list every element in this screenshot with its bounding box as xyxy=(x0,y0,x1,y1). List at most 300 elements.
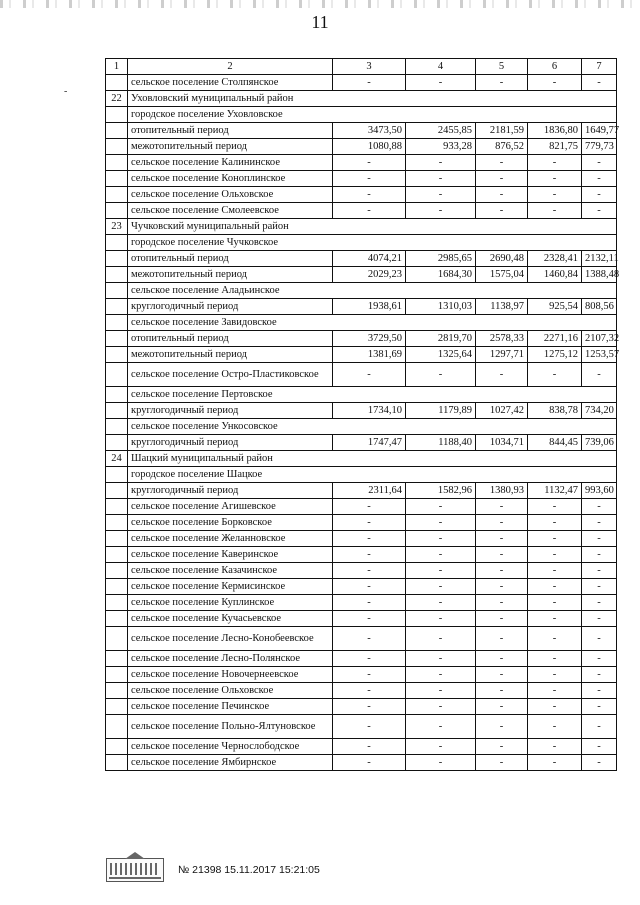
empty-cell xyxy=(106,627,128,651)
value-cell: - xyxy=(528,563,582,579)
empty-cell xyxy=(106,267,128,283)
row-label: межотопительный период xyxy=(128,347,333,363)
value-cell: 1575,04 xyxy=(476,267,528,283)
value-cell: - xyxy=(528,515,582,531)
empty-cell xyxy=(106,139,128,155)
value-cell: - xyxy=(476,595,528,611)
value-cell: - xyxy=(528,75,582,91)
empty-cell xyxy=(106,547,128,563)
table-row xyxy=(106,331,617,347)
table-row xyxy=(106,75,617,91)
empty-cell xyxy=(106,755,128,771)
value-cell: - xyxy=(476,171,528,187)
value-cell: 2455,85 xyxy=(406,123,476,139)
row-label: межотопительный период xyxy=(128,139,333,155)
value-cell: - xyxy=(582,563,617,579)
value-cell: 2181,59 xyxy=(476,123,528,139)
district-row xyxy=(106,451,617,467)
row-label: сельское поселение Коноплинское xyxy=(128,171,333,187)
value-cell: - xyxy=(406,563,476,579)
value-cell: - xyxy=(528,203,582,219)
value-cell: - xyxy=(406,739,476,755)
table-row xyxy=(106,755,617,771)
empty-cell xyxy=(106,363,128,387)
value-cell: - xyxy=(582,667,617,683)
value-cell: - xyxy=(528,363,582,387)
value-cell: 1460,84 xyxy=(528,267,582,283)
value-cell: - xyxy=(528,699,582,715)
value-cell: - xyxy=(582,715,617,739)
value-cell: 1310,03 xyxy=(406,299,476,315)
row-label: сельское поселение Лесно-Полянское xyxy=(128,651,333,667)
value-cell: 734,20 xyxy=(582,403,617,419)
settlement-name: сельское поселение Завидовское xyxy=(128,315,617,331)
value-cell: - xyxy=(333,683,406,699)
document-registration-number: № 21398 15.11.2017 15:21:05 xyxy=(178,864,320,876)
empty-cell xyxy=(106,531,128,547)
value-cell: - xyxy=(476,699,528,715)
table-row xyxy=(106,203,617,219)
value-cell: - xyxy=(333,715,406,739)
empty-cell xyxy=(106,715,128,739)
empty-cell xyxy=(106,155,128,171)
value-cell: - xyxy=(333,547,406,563)
value-cell: 779,73 xyxy=(582,139,617,155)
settlement-name: сельское поселение Пертовское xyxy=(128,387,617,403)
empty-cell xyxy=(106,699,128,715)
table-row xyxy=(106,547,617,563)
district-row xyxy=(106,219,617,235)
value-cell: - xyxy=(582,499,617,515)
table-row xyxy=(106,251,617,267)
table-row xyxy=(106,123,617,139)
table-row xyxy=(106,299,617,315)
value-cell: - xyxy=(333,363,406,387)
settlement-name: сельское поселение Аладьинское xyxy=(128,283,617,299)
value-cell: - xyxy=(528,187,582,203)
value-cell: - xyxy=(476,715,528,739)
value-cell: - xyxy=(582,187,617,203)
header-cell: 1 xyxy=(106,59,128,75)
row-label: сельское поселение Чернослободское xyxy=(128,739,333,755)
value-cell: - xyxy=(582,739,617,755)
value-cell: - xyxy=(476,579,528,595)
value-cell: 2578,33 xyxy=(476,331,528,347)
value-cell: 1836,80 xyxy=(528,123,582,139)
row-label: сельское поселение Смолеевское xyxy=(128,203,333,219)
value-cell: 876,52 xyxy=(476,139,528,155)
row-label: сельское поселение Столпянское xyxy=(128,75,333,91)
value-cell: 1938,61 xyxy=(333,299,406,315)
value-cell: 2132,11 xyxy=(582,251,617,267)
settlement-header-row xyxy=(106,387,617,403)
value-cell: 739,06 xyxy=(582,435,617,451)
value-cell: 844,45 xyxy=(528,435,582,451)
empty-cell xyxy=(106,611,128,627)
table-row xyxy=(106,187,617,203)
empty-cell xyxy=(106,563,128,579)
header-cell: 7 xyxy=(582,59,617,75)
value-cell: - xyxy=(406,667,476,683)
value-cell: - xyxy=(333,627,406,651)
settlement-header-row xyxy=(106,315,617,331)
value-cell: - xyxy=(528,499,582,515)
table-row xyxy=(106,715,617,739)
value-cell: - xyxy=(406,683,476,699)
empty-cell xyxy=(106,467,128,483)
row-label: сельское поселение Куплинское xyxy=(128,595,333,611)
value-cell: - xyxy=(406,499,476,515)
value-cell: - xyxy=(528,627,582,651)
row-label: сельское поселение Калининское xyxy=(128,155,333,171)
header-cell: 5 xyxy=(476,59,528,75)
value-cell: 2271,16 xyxy=(528,331,582,347)
table-row xyxy=(106,739,617,755)
table-header-row xyxy=(106,59,617,75)
row-label: отопительный период xyxy=(128,251,333,267)
value-cell: 1297,71 xyxy=(476,347,528,363)
value-cell: - xyxy=(528,547,582,563)
settlement-name: городское поселение Чучковское xyxy=(128,235,617,251)
value-cell: 1188,40 xyxy=(406,435,476,451)
value-cell: 925,54 xyxy=(528,299,582,315)
table-row xyxy=(106,155,617,171)
table-row xyxy=(106,139,617,155)
value-cell: - xyxy=(406,155,476,171)
value-cell: - xyxy=(476,651,528,667)
value-cell: - xyxy=(582,627,617,651)
value-cell: - xyxy=(582,155,617,171)
value-cell: 1380,93 xyxy=(476,483,528,499)
empty-cell xyxy=(106,435,128,451)
value-cell: 1649,77 xyxy=(582,123,617,139)
value-cell: - xyxy=(406,515,476,531)
value-cell: 2985,65 xyxy=(406,251,476,267)
value-cell: - xyxy=(582,611,617,627)
value-cell: - xyxy=(476,363,528,387)
table-row xyxy=(106,267,617,283)
value-cell: - xyxy=(333,515,406,531)
value-cell: - xyxy=(406,171,476,187)
district-name: Уховловский муниципальный район xyxy=(128,91,617,107)
value-cell: 1381,69 xyxy=(333,347,406,363)
value-cell: 2029,23 xyxy=(333,267,406,283)
value-cell: - xyxy=(582,547,617,563)
row-label: сельское поселение Ольховское xyxy=(128,683,333,699)
value-cell: - xyxy=(528,579,582,595)
value-cell: - xyxy=(406,531,476,547)
value-cell: 821,75 xyxy=(528,139,582,155)
stray-mark: - xyxy=(64,86,68,97)
value-cell: - xyxy=(333,499,406,515)
value-cell: 2690,48 xyxy=(476,251,528,267)
value-cell: - xyxy=(406,651,476,667)
table-row xyxy=(106,667,617,683)
empty-cell xyxy=(106,283,128,299)
page-number: 11 xyxy=(311,12,329,32)
district-number: 22 xyxy=(106,91,128,107)
row-label: сельское поселение Ольховское xyxy=(128,187,333,203)
value-cell: - xyxy=(333,563,406,579)
value-cell: - xyxy=(528,651,582,667)
value-cell: - xyxy=(333,171,406,187)
empty-cell xyxy=(106,579,128,595)
value-cell: - xyxy=(476,627,528,651)
value-cell: - xyxy=(406,755,476,771)
value-cell: 808,56 xyxy=(582,299,617,315)
value-cell: - xyxy=(476,683,528,699)
row-label: круглогодичный период xyxy=(128,403,333,419)
value-cell: 1388,48 xyxy=(582,267,617,283)
empty-cell xyxy=(106,419,128,435)
value-cell: 1747,47 xyxy=(333,435,406,451)
value-cell: - xyxy=(476,499,528,515)
empty-cell xyxy=(106,499,128,515)
table-row xyxy=(106,699,617,715)
value-cell: - xyxy=(333,203,406,219)
settlement-header-row xyxy=(106,107,617,123)
value-cell: - xyxy=(476,187,528,203)
value-cell: 1734,10 xyxy=(333,403,406,419)
value-cell: - xyxy=(582,171,617,187)
value-cell: - xyxy=(406,627,476,651)
value-cell: - xyxy=(528,531,582,547)
value-cell: - xyxy=(476,531,528,547)
table-row xyxy=(106,515,617,531)
row-label: сельское поселение Агишевское xyxy=(128,499,333,515)
empty-cell xyxy=(106,171,128,187)
value-cell: - xyxy=(582,595,617,611)
value-cell: 1027,42 xyxy=(476,403,528,419)
value-cell: 1179,89 xyxy=(406,403,476,419)
empty-cell xyxy=(106,515,128,531)
settlement-name: городское поселение Уховловское xyxy=(128,107,617,123)
row-label: круглогодичный период xyxy=(128,299,333,315)
value-cell: 1253,57 xyxy=(582,347,617,363)
value-cell: 1582,96 xyxy=(406,483,476,499)
value-cell: - xyxy=(476,739,528,755)
settlement-header-row xyxy=(106,467,617,483)
district-number: 24 xyxy=(106,451,128,467)
row-label: межотопительный период xyxy=(128,267,333,283)
value-cell: - xyxy=(582,651,617,667)
table-body xyxy=(106,59,620,771)
value-cell: - xyxy=(333,667,406,683)
value-cell: - xyxy=(476,611,528,627)
table-row xyxy=(106,171,617,187)
empty-cell xyxy=(106,235,128,251)
table-row xyxy=(106,347,617,363)
value-cell: - xyxy=(406,715,476,739)
value-cell: - xyxy=(406,203,476,219)
row-label: сельское поселение Казачинское xyxy=(128,563,333,579)
value-cell: - xyxy=(333,579,406,595)
empty-cell xyxy=(106,123,128,139)
value-cell: - xyxy=(582,363,617,387)
table-row xyxy=(106,531,617,547)
value-cell: - xyxy=(333,155,406,171)
table-row xyxy=(106,363,617,387)
table-row xyxy=(106,683,617,699)
empty-cell xyxy=(106,187,128,203)
value-cell: 3729,50 xyxy=(333,331,406,347)
row-label: сельское поселение Польно-Ялтуновское xyxy=(128,715,333,739)
value-cell: 1275,12 xyxy=(528,347,582,363)
value-cell: - xyxy=(333,611,406,627)
settlement-name: сельское поселение Ункосовское xyxy=(128,419,617,435)
district-name: Чучковский муниципальный район xyxy=(128,219,617,235)
registry-building-logo xyxy=(106,858,164,882)
empty-cell xyxy=(106,651,128,667)
value-cell: - xyxy=(406,595,476,611)
empty-cell xyxy=(106,75,128,91)
row-label: сельское поселение Каверинское xyxy=(128,547,333,563)
value-cell: 1684,30 xyxy=(406,267,476,283)
row-label: сельское поселение Остро-Пластиковское xyxy=(128,363,333,387)
row-label: круглогодичный период xyxy=(128,483,333,499)
empty-cell xyxy=(106,347,128,363)
empty-cell xyxy=(106,739,128,755)
settlement-header-row xyxy=(106,419,617,435)
value-cell: - xyxy=(528,155,582,171)
value-cell: - xyxy=(582,75,617,91)
row-label: сельское поселение Лесно-Конобеевское xyxy=(128,627,333,651)
table-row xyxy=(106,435,617,451)
table-row xyxy=(106,595,617,611)
row-label: сельское поселение Печинское xyxy=(128,699,333,715)
value-cell: - xyxy=(582,515,617,531)
empty-cell xyxy=(106,331,128,347)
table-row xyxy=(106,611,617,627)
value-cell: 2328,41 xyxy=(528,251,582,267)
table-row xyxy=(106,563,617,579)
value-cell: - xyxy=(476,515,528,531)
empty-cell xyxy=(106,107,128,123)
value-cell: - xyxy=(476,563,528,579)
value-cell: - xyxy=(582,683,617,699)
table-row xyxy=(106,651,617,667)
value-cell: - xyxy=(333,595,406,611)
row-label: сельское поселение Желанновское xyxy=(128,531,333,547)
empty-cell xyxy=(106,483,128,499)
table-row xyxy=(106,483,617,499)
value-cell: - xyxy=(582,699,617,715)
header-cell: 4 xyxy=(406,59,476,75)
value-cell: - xyxy=(476,755,528,771)
table-row xyxy=(106,579,617,595)
value-cell: - xyxy=(333,739,406,755)
value-cell: 1138,97 xyxy=(476,299,528,315)
value-cell: - xyxy=(333,75,406,91)
value-cell: 2311,64 xyxy=(333,483,406,499)
value-cell: 3473,50 xyxy=(333,123,406,139)
row-label: круглогодичный период xyxy=(128,435,333,451)
value-cell: - xyxy=(582,203,617,219)
value-cell: - xyxy=(333,651,406,667)
district-row xyxy=(106,91,617,107)
value-cell: 1080,88 xyxy=(333,139,406,155)
scan-edge-noise xyxy=(0,0,640,8)
district-name: Шацкий муниципальный район xyxy=(128,451,617,467)
value-cell: - xyxy=(528,667,582,683)
value-cell: - xyxy=(476,155,528,171)
value-cell: 1132,47 xyxy=(528,483,582,499)
settlement-header-row xyxy=(106,235,617,251)
empty-cell xyxy=(106,315,128,331)
value-cell: - xyxy=(582,579,617,595)
footer xyxy=(106,858,320,882)
settlement-name: городское поселение Шацкое xyxy=(128,467,617,483)
value-cell: - xyxy=(406,547,476,563)
value-cell: - xyxy=(582,531,617,547)
value-cell: - xyxy=(406,611,476,627)
header-cell: 2 xyxy=(128,59,333,75)
value-cell: - xyxy=(528,595,582,611)
empty-cell xyxy=(106,595,128,611)
value-cell: - xyxy=(406,187,476,203)
tariff-table xyxy=(105,58,620,771)
value-cell: 933,28 xyxy=(406,139,476,155)
value-cell: - xyxy=(406,363,476,387)
value-cell: - xyxy=(406,699,476,715)
header-cell: 6 xyxy=(528,59,582,75)
empty-cell xyxy=(106,251,128,267)
empty-cell xyxy=(106,403,128,419)
value-cell: - xyxy=(476,547,528,563)
value-cell: - xyxy=(406,75,476,91)
value-cell: - xyxy=(476,75,528,91)
value-cell: - xyxy=(333,755,406,771)
value-cell: 838,78 xyxy=(528,403,582,419)
value-cell: - xyxy=(528,755,582,771)
row-label: сельское поселение Борковское xyxy=(128,515,333,531)
value-cell: 2819,70 xyxy=(406,331,476,347)
value-cell: - xyxy=(333,187,406,203)
value-cell: 1034,71 xyxy=(476,435,528,451)
table-row xyxy=(106,403,617,419)
table-row xyxy=(106,627,617,651)
table-row xyxy=(106,499,617,515)
row-label: сельское поселение Кермисинское xyxy=(128,579,333,595)
header-cell: 3 xyxy=(333,59,406,75)
row-label: сельское поселение Кучасьевское xyxy=(128,611,333,627)
row-label: сельское поселение Новочернеевское xyxy=(128,667,333,683)
row-label: отопительный период xyxy=(128,331,333,347)
value-cell: - xyxy=(528,611,582,627)
settlement-header-row xyxy=(106,283,617,299)
value-cell: - xyxy=(476,203,528,219)
value-cell: - xyxy=(582,755,617,771)
value-cell: 4074,21 xyxy=(333,251,406,267)
value-cell: - xyxy=(333,699,406,715)
value-cell: 2107,32 xyxy=(582,331,617,347)
row-label: отопительный период xyxy=(128,123,333,139)
value-cell: - xyxy=(476,667,528,683)
value-cell: - xyxy=(528,739,582,755)
value-cell: - xyxy=(528,715,582,739)
value-cell: - xyxy=(406,579,476,595)
value-cell: - xyxy=(333,531,406,547)
empty-cell xyxy=(106,387,128,403)
empty-cell xyxy=(106,299,128,315)
empty-cell xyxy=(106,203,128,219)
empty-cell xyxy=(106,683,128,699)
row-label: сельское поселение Ямбирнское xyxy=(128,755,333,771)
district-number: 23 xyxy=(106,219,128,235)
value-cell: 1325,64 xyxy=(406,347,476,363)
value-cell: - xyxy=(528,171,582,187)
empty-cell xyxy=(106,667,128,683)
